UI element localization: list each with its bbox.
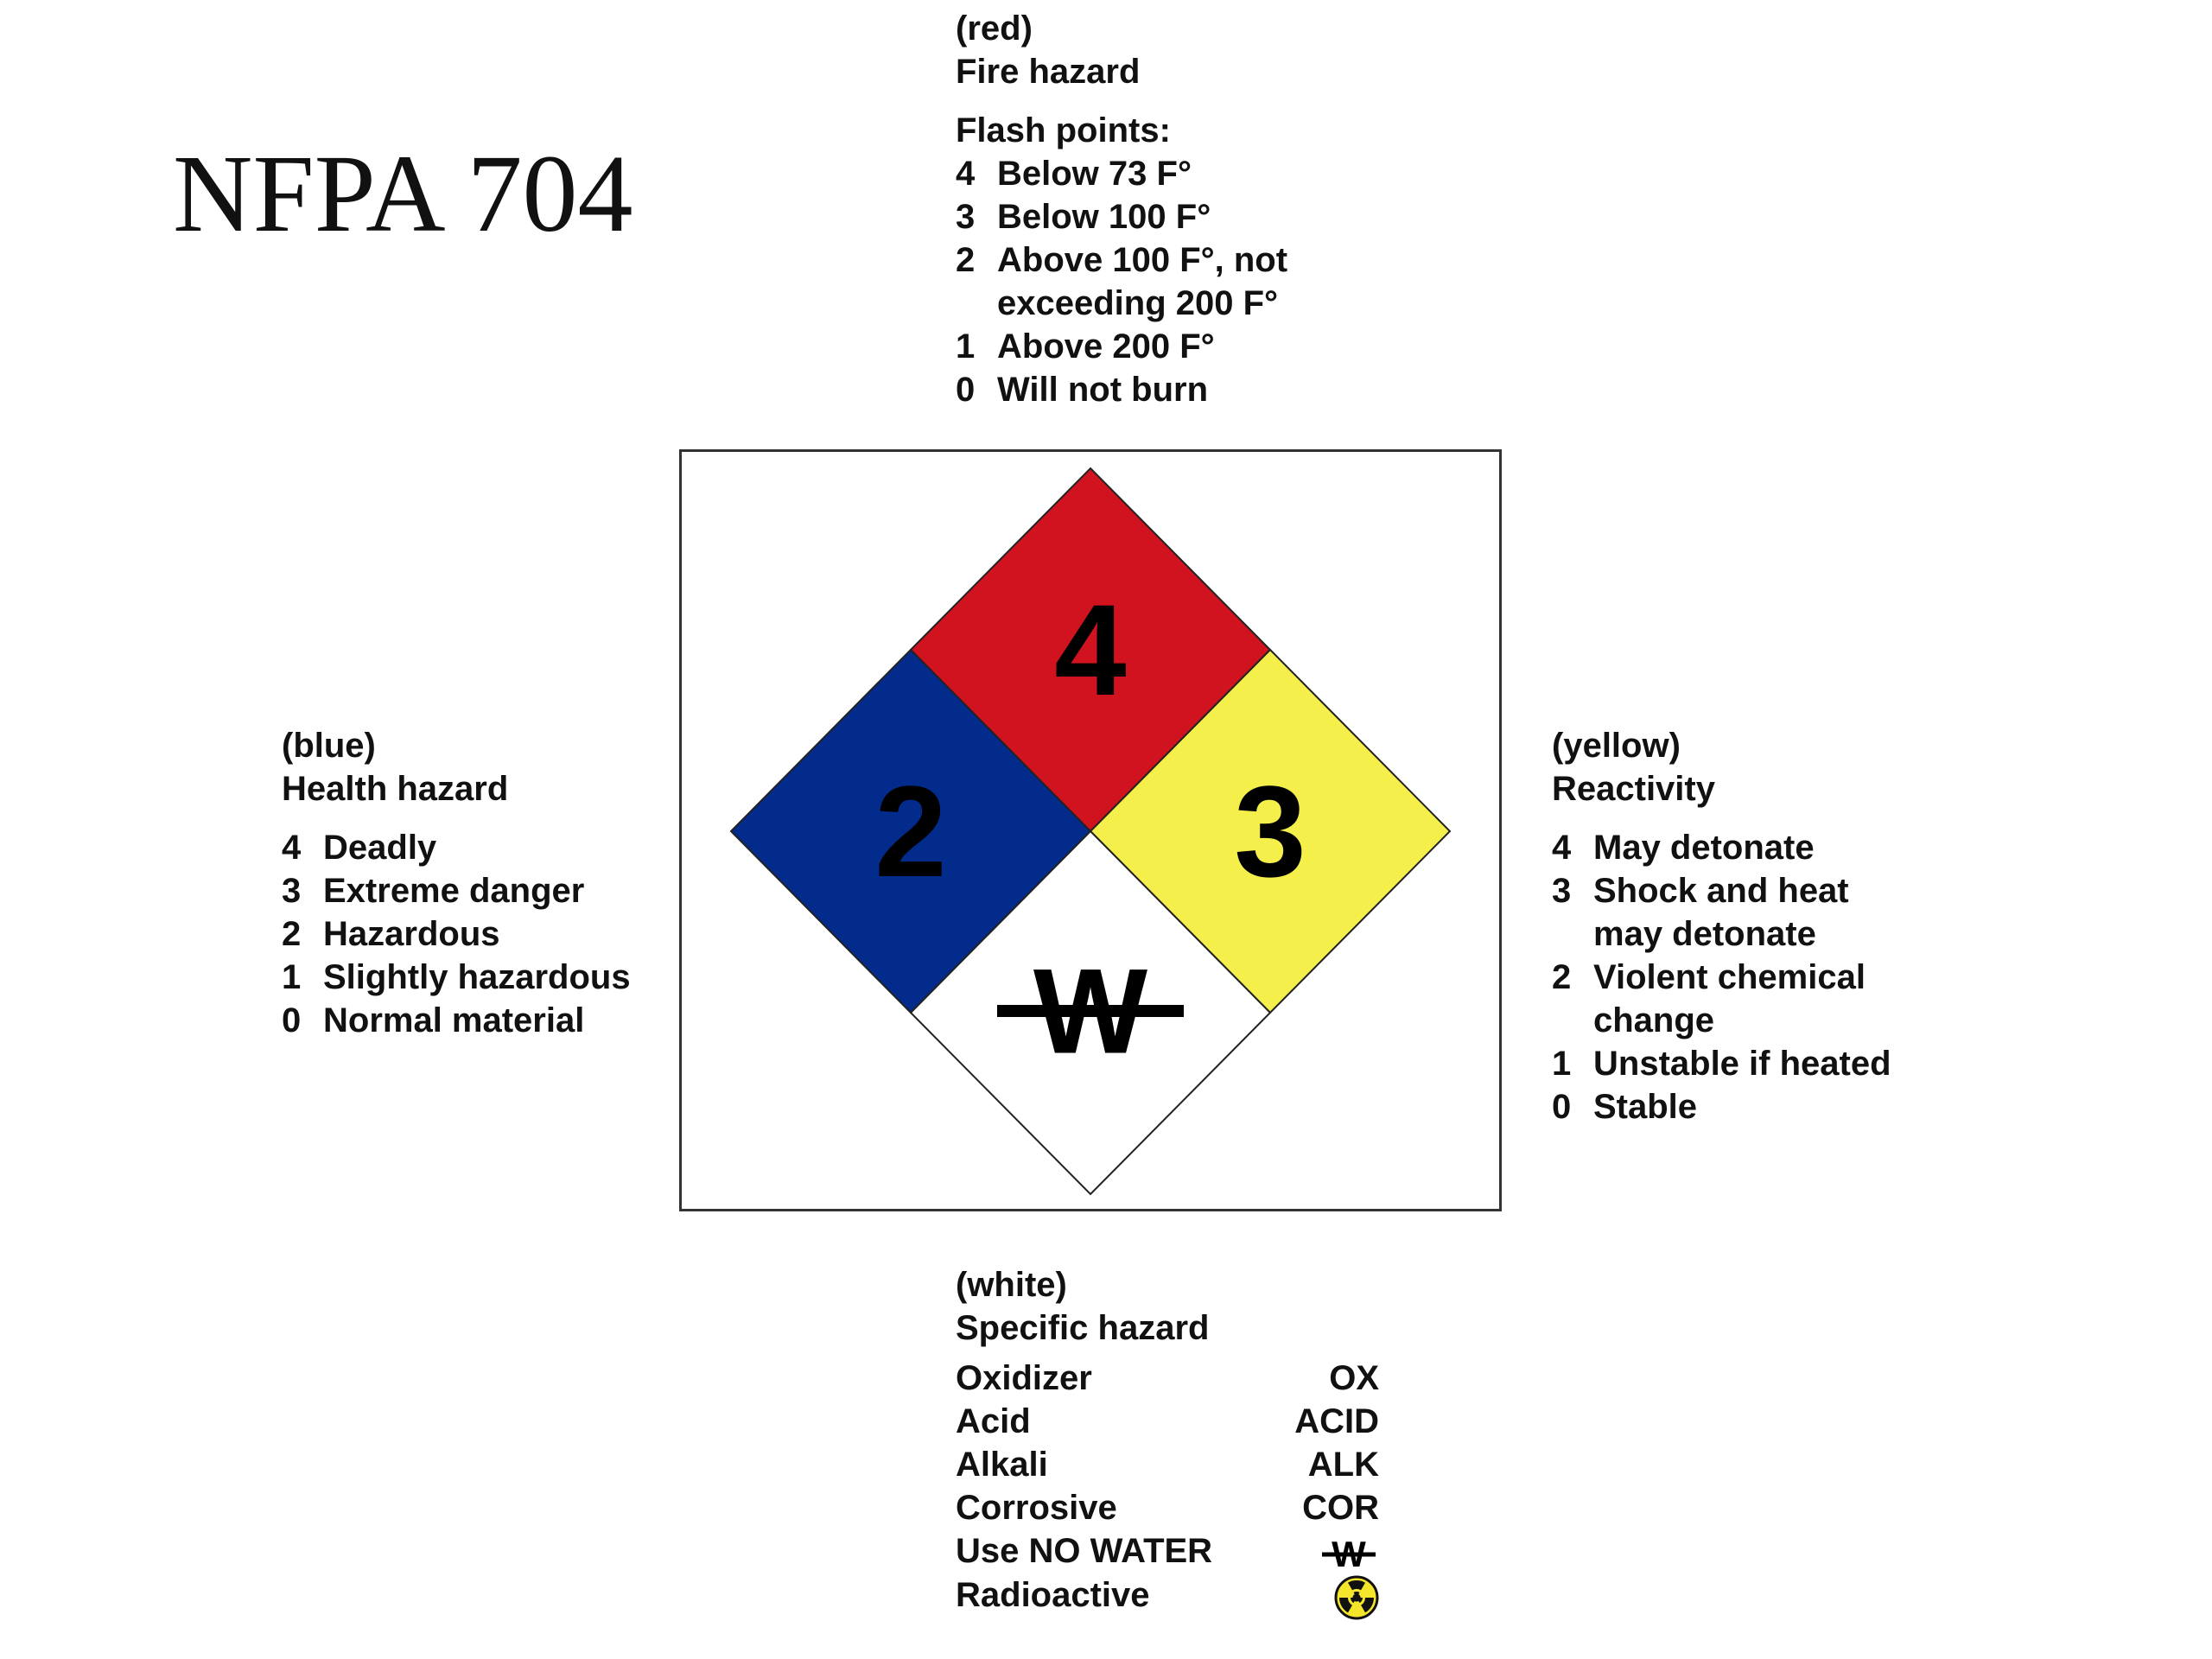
reactivity-row: [1552, 1042, 1941, 1085]
health-row-text: Deadly: [323, 829, 437, 867]
health-color-label: (blue): [282, 727, 376, 765]
reactivity-row-text: Stable: [1593, 1088, 1698, 1126]
reactivity-row: [1552, 956, 1941, 1042]
fire-row: [956, 152, 1319, 195]
specific-row-name: Corrosive: [956, 1489, 1117, 1527]
specific-heading: Specific hazard: [956, 1309, 1210, 1347]
reactivity-row: [1552, 869, 1941, 956]
no-water-symbol: [1249, 1529, 1379, 1573]
no-water-icon: [1319, 1532, 1379, 1573]
health-row-num: 1: [282, 958, 302, 996]
fire-row-text: Will not burn: [997, 371, 1209, 409]
health-row-text: Normal material: [323, 1001, 585, 1039]
fire-row-text: Above 200 F°: [997, 327, 1215, 365]
health-row-num: 4: [282, 829, 302, 867]
reactivity-row-num: 2: [1552, 958, 1572, 996]
reactivity-row-num: 4: [1552, 829, 1572, 867]
specific-row-code: COR: [1302, 1489, 1379, 1527]
fire-row-num: 1: [956, 327, 976, 365]
specific-row-code: ALK: [1307, 1446, 1379, 1484]
fire-row-num: 3: [956, 198, 976, 236]
health-row-text: Hazardous: [323, 915, 500, 953]
health-row: [282, 999, 679, 1042]
health-row: [282, 956, 679, 999]
specific-row: [956, 1443, 1379, 1486]
fire-hazard-legend: [956, 7, 1319, 411]
specific-value: W: [1033, 943, 1148, 1079]
reactivity-row-num: 3: [1552, 872, 1572, 910]
fire-heading: Fire hazard: [956, 53, 1141, 91]
fire-row-text: Above 100 F°, not exceeding 200 F°: [997, 241, 1288, 322]
specific-row-name: Radioactive: [956, 1576, 1150, 1615]
reactivity-row: [1552, 1085, 1941, 1128]
health-row: [282, 826, 679, 869]
specific-row-name: Acid: [956, 1402, 1031, 1440]
fire-row: [956, 238, 1319, 325]
reactivity-heading: Reactivity: [1552, 770, 1715, 808]
reactivity-row: [1552, 826, 1941, 869]
reactivity-row-text: Shock and heat may detonate: [1593, 872, 1849, 953]
page-title: NFPA 704: [173, 132, 633, 255]
specific-row-name: Alkali: [956, 1446, 1048, 1484]
specific-row-code: ACID: [1294, 1402, 1379, 1440]
fire-row-num: 2: [956, 241, 976, 279]
fire-row-num: 0: [956, 371, 976, 409]
specific-row-name: Oxidizer: [956, 1359, 1092, 1397]
health-row: [282, 869, 679, 912]
health-row-num: 2: [282, 915, 302, 953]
fire-row-text: Below 100 F°: [997, 198, 1211, 236]
specific-hazard-legend: [956, 1263, 1379, 1620]
radioactive-symbol: [1249, 1573, 1379, 1619]
fire-row: [956, 195, 1319, 238]
specific-row: [956, 1529, 1379, 1573]
fire-row: [956, 325, 1319, 368]
reactivity-row-text: May detonate: [1593, 829, 1815, 867]
fire-row-num: 4: [956, 155, 976, 193]
reactivity-row-text: Unstable if heated: [1593, 1045, 1891, 1083]
health-row: [282, 912, 679, 956]
radioactive-icon: [1334, 1575, 1379, 1620]
fire-row: [956, 368, 1319, 411]
specific-color-label: (white): [956, 1266, 1067, 1304]
specific-row: [956, 1486, 1379, 1529]
fire-subheading: Flash points:: [956, 111, 1171, 149]
specific-row-name: Use NO WATER: [956, 1532, 1213, 1570]
health-value: 2: [874, 759, 947, 904]
no-water-code: W: [1332, 1534, 1366, 1574]
reactivity-row-num: 0: [1552, 1088, 1572, 1126]
nfpa-diamond: [679, 449, 1502, 1211]
health-row-text: Extreme danger: [323, 872, 585, 910]
reactivity-color-label: (yellow): [1552, 727, 1681, 765]
health-hazard-legend: [282, 724, 679, 1042]
reactivity-value: 3: [1234, 759, 1306, 904]
fire-value: 4: [1054, 577, 1127, 722]
specific-row: [956, 1357, 1379, 1400]
health-row-text: Slightly hazardous: [323, 958, 631, 996]
fire-row-text: Below 73 F°: [997, 155, 1192, 193]
health-row-num: 3: [282, 872, 302, 910]
specific-row: [956, 1400, 1379, 1443]
specific-row-code: OX: [1329, 1359, 1379, 1397]
health-row-num: 0: [282, 1001, 302, 1039]
health-heading: Health hazard: [282, 770, 509, 808]
reactivity-row-text: Violent chemical change: [1593, 958, 1866, 1039]
reactivity-row-num: 1: [1552, 1045, 1572, 1083]
specific-row: [956, 1573, 1379, 1619]
reactivity-legend: [1552, 724, 1941, 1128]
fire-color-label: (red): [956, 10, 1033, 48]
